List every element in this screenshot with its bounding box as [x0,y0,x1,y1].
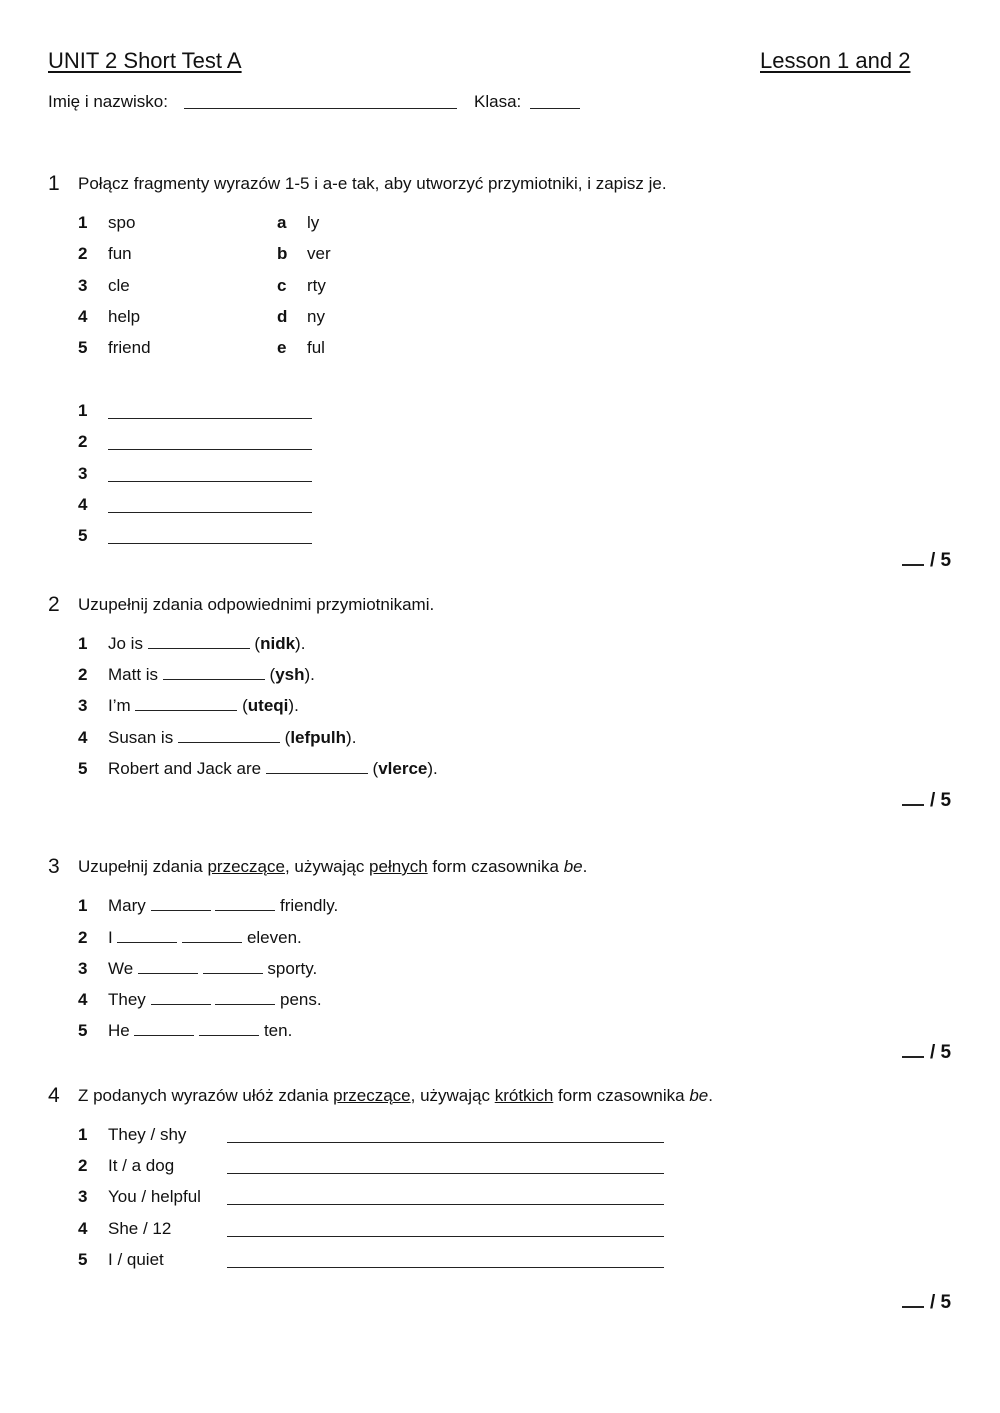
list-item-number: 2 [78,928,88,947]
word-ending: ly [307,213,320,232]
score-total: / 5 [930,550,952,571]
word-ending: ver [307,244,331,263]
list-item-number: 4 [78,307,88,326]
list-item-number: 1 [78,213,88,232]
score-blank[interactable] [902,804,924,806]
scrambled-word: nidk [260,634,296,653]
sentence: They pens. [108,990,322,1009]
score-blank[interactable] [902,564,924,566]
list-item-number: 2 [78,665,88,684]
answer-line[interactable] [227,1204,664,1205]
answer-line[interactable] [108,481,312,482]
sentence: We sporty. [108,959,318,978]
section-2-instruction: Uzupełnij zdania odpowiednimi przymiotnikami. [78,595,435,614]
list-item-letter: e [277,338,287,357]
sentence: Jo is (nidk). [108,634,306,653]
list-item-number: 1 [78,896,88,915]
sentence: Susan is (lefpulh). [108,728,357,747]
word-prompt: They / shy [108,1125,187,1144]
section-4-instruction: Z podanych wyrazów ułóż zdania przeczące, używając krótkich form czasownika be. [78,1086,713,1105]
sentence: I’m (uteqi). [108,696,299,715]
list-item-number: 3 [78,696,88,715]
score-blank[interactable] [902,1306,924,1308]
list-item-letter: c [277,276,287,295]
word-fragment: spo [108,213,136,232]
name-field[interactable] [184,108,457,109]
answer-blank[interactable] [151,896,211,911]
word-ending: ny [307,307,325,326]
answer-number: 2 [78,432,88,451]
word-prompt: You / helpful [108,1187,201,1206]
answer-blank[interactable] [138,959,198,974]
list-item-number: 1 [78,634,88,653]
word-fragment: friend [108,338,151,357]
page-title: UNIT 2 Short Test A [48,48,242,73]
list-item-number: 5 [78,1021,88,1040]
scrambled-word: uteqi [247,696,289,715]
score-blank[interactable] [902,1056,924,1058]
answer-blank[interactable] [163,665,265,680]
sentence: Mary friendly. [108,896,339,915]
answer-blank[interactable] [135,696,237,711]
scrambled-word: ysh [275,665,305,684]
answer-line[interactable] [108,449,312,450]
sentence: I eleven. [108,928,302,947]
section-3-score[interactable] [902,1042,951,1064]
scrambled-word: vlerce [378,759,428,778]
answer-blank[interactable] [203,959,263,974]
sentence: He ten. [108,1021,293,1040]
answer-number: 3 [78,464,88,483]
score-total: / 5 [930,1042,952,1063]
list-item-number: 3 [78,959,88,978]
answer-number: 1 [78,401,88,420]
word-ending: rty [307,276,326,295]
section-1-score[interactable] [902,550,951,572]
answer-blank[interactable] [215,896,275,911]
answer-blank[interactable] [266,759,368,774]
list-item-number: 3 [78,1187,88,1206]
answer-blank[interactable] [182,928,242,943]
section-4-score[interactable] [902,1292,951,1314]
word-prompt: She / 12 [108,1219,172,1238]
list-item-number: 2 [78,244,88,263]
answer-blank[interactable] [148,634,250,649]
answer-number: 4 [78,495,88,514]
section-2-score[interactable] [902,790,951,812]
answer-line[interactable] [227,1267,664,1268]
lesson-label: Lesson 1 and 2 [760,48,911,73]
list-item-number: 4 [78,728,88,747]
section-4-number: 4 [48,1084,60,1107]
answer-line[interactable] [108,512,312,513]
class-label: Klasa: [474,92,522,111]
answer-blank[interactable] [178,728,280,743]
scrambled-word: lefpulh [290,728,347,747]
section-3-number: 3 [48,855,60,878]
word-prompt: I / quiet [108,1250,164,1269]
answer-blank[interactable] [199,1021,259,1036]
answer-line[interactable] [108,418,312,419]
answer-line[interactable] [227,1236,664,1237]
section-1-instruction: Połącz fragmenty wyrazów 1-5 i a-e tak, aby utworzyć przymiotniki, i zapisz je. [78,174,667,193]
list-item-number: 2 [78,1156,88,1175]
answer-number: 5 [78,526,88,545]
class-field[interactable] [530,108,580,109]
list-item-number: 1 [78,1125,88,1144]
list-item-number: 3 [78,276,88,295]
word-fragment: help [108,307,141,326]
list-item-number: 5 [78,759,88,778]
list-item-number: 4 [78,1219,88,1238]
answer-line[interactable] [227,1142,664,1143]
name-label: Imię i nazwisko: [48,92,168,111]
list-item-letter: b [277,244,288,263]
section-1-number: 1 [48,172,60,195]
list-item-letter: d [277,307,288,326]
list-item-number: 5 [78,338,88,357]
word-fragment: fun [108,244,132,263]
list-item-letter: a [277,213,287,232]
answer-blank[interactable] [117,928,177,943]
score-total: / 5 [930,790,952,811]
answer-blank[interactable] [215,990,275,1005]
word-ending: ful [307,338,325,357]
answer-line[interactable] [227,1173,664,1174]
answer-blank[interactable] [134,1021,194,1036]
word-fragment: cle [108,276,130,295]
list-item-number: 4 [78,990,88,1009]
answer-line[interactable] [108,543,312,544]
section-2-number: 2 [48,593,60,616]
sentence: Matt is (ysh). [108,665,315,684]
answer-blank[interactable] [151,990,211,1005]
list-item-number: 5 [78,1250,88,1269]
sentence: Robert and Jack are (vlerce). [108,759,438,778]
word-prompt: It / a dog [108,1156,175,1175]
score-total: / 5 [930,1292,952,1313]
section-3-instruction: Uzupełnij zdania przeczące, używając pełnych form czasownika be. [78,857,588,876]
